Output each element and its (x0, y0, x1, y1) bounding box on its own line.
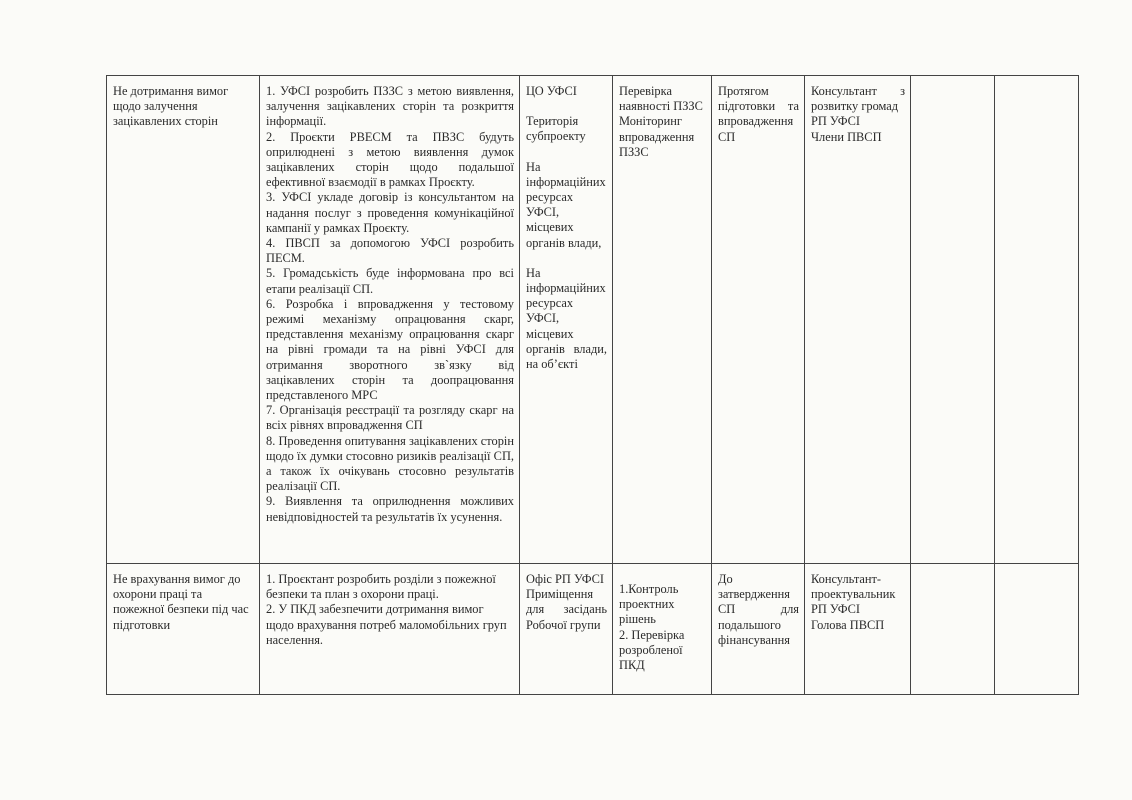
responsible-item: Члени ПВСП (811, 129, 882, 144)
responsible-item: Консультант-проектувальник (811, 572, 896, 602)
place-item: ЦО УФСІ (526, 84, 577, 98)
responsible-item: РП УФСІ (811, 114, 860, 129)
measure-item: 2. Проєкти РВЕСМ та ПВЗС будуть оприлюднені з метою виявлення думок зацікавлених сторін щодо подальшої ефективної взаємодії в рамках Проєкту. (266, 129, 514, 190)
measures-cell (260, 76, 520, 564)
monitoring-cell (613, 564, 712, 695)
table-row (107, 564, 1079, 695)
place-cell (520, 564, 613, 695)
monitoring-cell: Перевірка наявності ПЗЗС Моніторинг впровадження ПЗЗС (613, 76, 712, 564)
term-cell: До затвердження СП для подальшого фінансування (712, 564, 805, 695)
responsible-cell (805, 564, 911, 695)
place-item: На інформаційних ресурсах УФСІ, місцевих органів влади, (526, 159, 606, 250)
place-item: Територія субпроекту (526, 114, 586, 144)
measure-item: 2. У ПКД забезпечити дотримання вимог щодо врахування потреб маломобільних груп населення. (266, 602, 507, 647)
term-cell: Протягом підготовки та впровадження СП (712, 76, 805, 564)
measure-item: 3. УФСІ укладе договір із консультантом на надання послуг з проведення комунікаційної кампанії у рамках Проєкту. (266, 190, 514, 235)
empty-cell (911, 76, 995, 564)
measure-item: 6. Розробка і впровадження у тестовому режимі механізму опрацювання скарг, представлення механізму опрацювання скарг на рівні громади та на рівні УФСІ для отримання зворотного зв`язку від зацікавлених сторін та доопрацювання представленого МРС (266, 296, 514, 403)
measure-item: 1. УФСІ розробить ПЗЗС з метою виявлення, залучення зацікавлених сторін та розкриття інформації. (266, 84, 514, 129)
place-item: Офіс РП УФСІ (526, 572, 604, 586)
place-cell (520, 76, 613, 564)
table-row (107, 76, 1079, 564)
measures-cell (260, 564, 520, 695)
responsible-item: Консультант з розвитку громад (811, 84, 905, 114)
responsible-item: РП УФСІ (811, 602, 860, 617)
monitoring-item: 2. Перевірка розробленої ПКД (619, 627, 685, 673)
measure-item: 8. Проведення опитування зацікавлених сторін щодо їх думки стосовно ризиків реалізації СП, а також їх очікувань стосовно результатів реалізації СП. (266, 433, 514, 494)
responsible-cell (805, 76, 911, 564)
measure-item: 1. Проєктант розробить розділи з пожежної безпеки та план з охорони праці. (266, 572, 496, 602)
responsible-item: Голова ПВСП (811, 617, 885, 632)
risk-cell: Не дотримання вимог щодо залучення зацікавлених сторін (107, 76, 260, 564)
measure-item: 9. Виявлення та оприлюднення можливих невідповідностей та результатів їх усунення. (266, 494, 514, 524)
risk-cell: Не врахування вимог до охорони праці та пожежної безпеки під час підготовки (107, 564, 260, 695)
measure-item: 7. Організація реєстрації та розгляду скарг на всіх рівнях впровадження СП (266, 403, 514, 433)
monitoring-item: 1.Контроль проектних рішень (619, 582, 679, 627)
place-item: Приміщення для засідань Робочої групи (526, 587, 607, 632)
empty-cell (911, 564, 995, 695)
risk-mitigation-table (106, 75, 1079, 695)
measure-item: 5. Громадськість буде інформована про всі етапи реалізації СП. (266, 266, 514, 296)
empty-cell (995, 564, 1079, 695)
measure-item: 4. ПВСП за допомогою УФСІ розробить ПЕСМ. (266, 236, 514, 266)
place-item: На інформаційних ресурсах УФСІ, місцевих органів влади, на об’єкті (526, 265, 607, 372)
empty-cell (995, 76, 1079, 564)
